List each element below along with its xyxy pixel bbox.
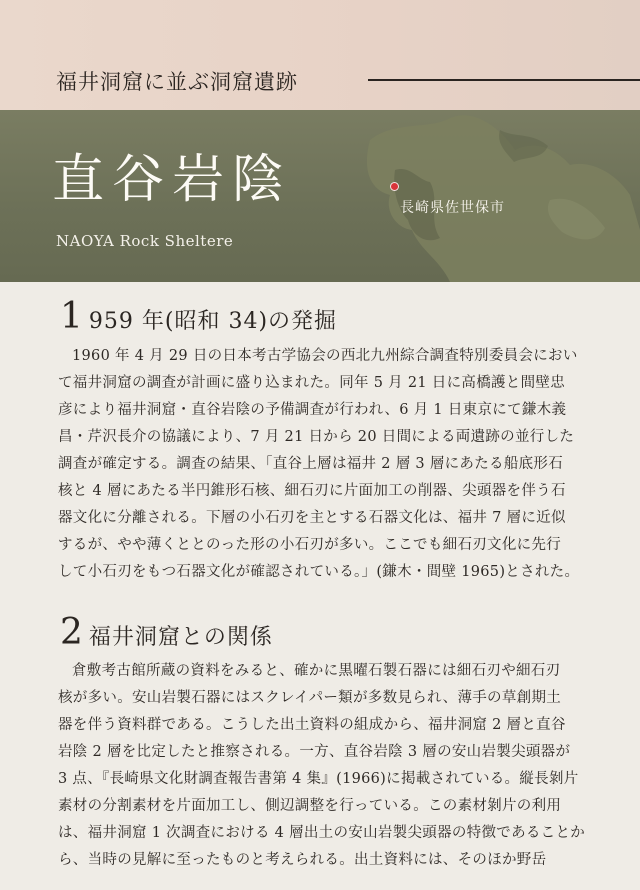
location-label: 長崎県佐世保市	[400, 200, 505, 216]
body-line: 昌・芹沢長介の協議により、7 月 21 日から 20 日間による両遺跡の並行した	[58, 429, 575, 445]
english-title: NAOYA Rock Sheltere	[56, 232, 234, 250]
body-line: て福井洞窟の調査が計画に盛り込まれた。同年 5 月 21 日に高橋護と間壁忠	[58, 375, 566, 391]
body-line: は、福井洞窟 1 次調査における 4 層出土の安山岩製尖頭器の特徴であることか	[58, 825, 586, 841]
body-line: 素材の分割素材を片面加工し、側辺調整を行っている。この素材剝片の利用	[58, 798, 562, 814]
body-line: するが、やや薄くととのった形の小石刃が多い。ここでも細石刃文化に先行	[58, 537, 562, 553]
title-rule	[368, 79, 640, 81]
section-1-body	[58, 343, 586, 586]
series-title: 福井洞窟に並ぶ洞窟遺跡	[56, 70, 298, 94]
body-line: 核が多い。安山岩製石器にはスクレイパー類が多数見られ、薄手の草創期土	[58, 690, 562, 706]
section-2-number: 2	[60, 612, 83, 653]
body-line: 器を伴う資料群である。こうした出土資料の組成から、福井洞窟 2 層と直谷	[58, 717, 566, 733]
section-2-title: 福井洞窟との関係	[88, 625, 273, 650]
location-marker-icon	[391, 183, 398, 190]
body-line: 岩陰 2 層を比定したと推察される。一方、直谷岩陰 3 層の安山岩製尖頭器が	[58, 744, 571, 760]
body-line: 彦により福井洞窟・直谷岩陰の予備調査が行われ、6 月 1 日東京にて鎌木義	[58, 402, 567, 418]
body-line: 調査が確定する。調査の結果、「直谷上層は福井 2 層 3 層にあたる船底形石	[58, 456, 564, 472]
body-line: 1960 年 4 月 29 日の日本考古学協会の西北九州綜合調査特別委員会におい	[72, 348, 578, 364]
kyushu-map-icon	[300, 110, 640, 282]
section-1-title: 959 年(昭和 34)の発掘	[88, 309, 338, 334]
section-2-heading	[60, 612, 273, 653]
body-line: して小石刃をもつ石器文化が確認されている。」(鎌木・間壁 1965)とされた。	[58, 564, 580, 580]
body-line: 核と 4 層にあたる半円錐形石核、細石刃に片面加工の削器、尖頭器を伴う石	[58, 483, 566, 499]
body-line: ら、当時の見解に至ったものと考えられる。出土資料には、そのほか野岳	[58, 852, 547, 868]
body-line: 3 点、『長崎県文化財調査報告書第 4 集』(1966)に掲載されている。縦長剝片	[58, 771, 579, 787]
site-title: 直谷岩陰	[52, 150, 293, 210]
section-1-heading	[60, 296, 337, 337]
body-line: 器文化に分離される。下層の小石刃を主とする石器文化は、福井 7 層に近似	[58, 510, 566, 526]
section-2-body	[58, 658, 586, 874]
section-1-number: 1	[60, 296, 83, 337]
body-line: 倉敷考古館所蔵の資料をみると、確かに黒曜石製石器には細石刃や細石刃	[72, 663, 561, 679]
